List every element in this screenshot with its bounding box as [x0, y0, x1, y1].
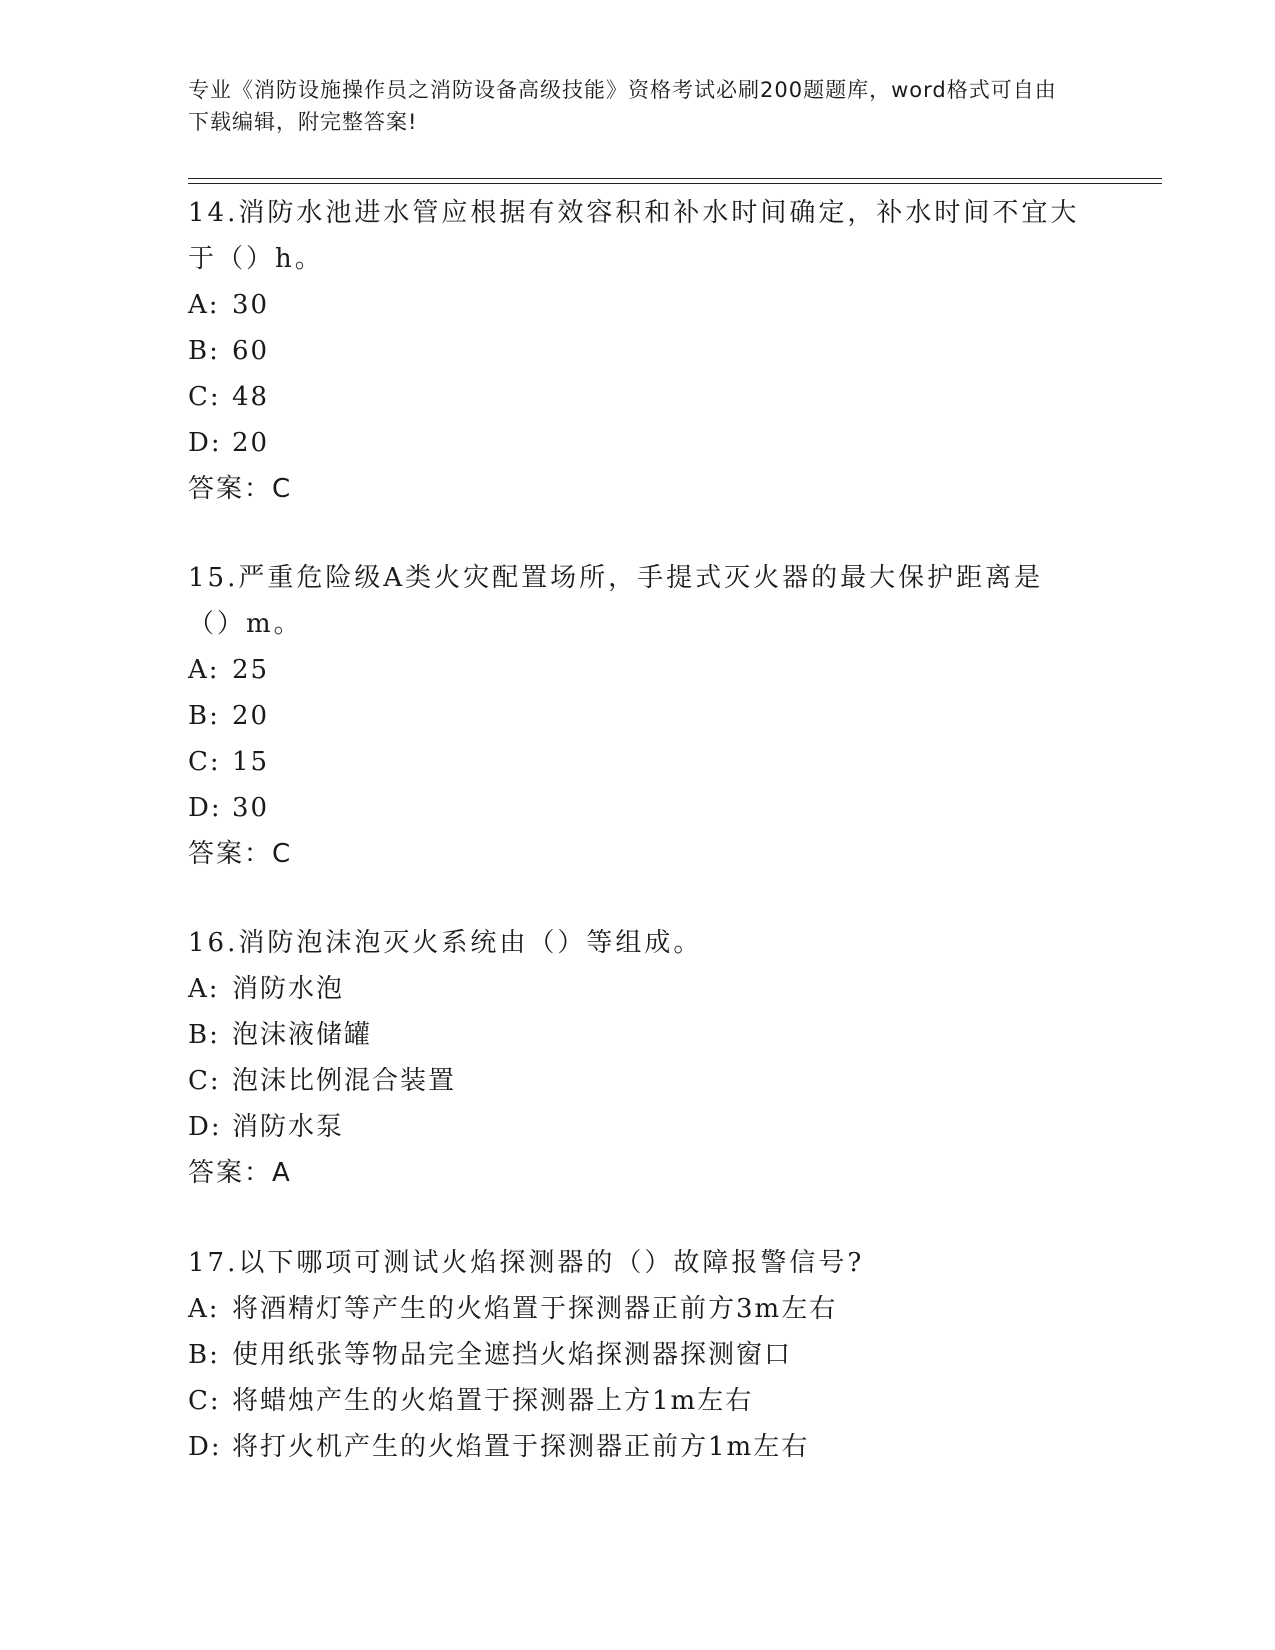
answer-line: 答案：A	[188, 1158, 292, 1188]
option-a	[188, 647, 1088, 693]
option-letter: B:	[188, 1020, 220, 1050]
option-letter: B:	[188, 701, 220, 731]
option-letter: D:	[188, 793, 222, 823]
option-text: 48	[232, 382, 270, 412]
question-stem: 14.消防水池进水管应根据有效容积和补水时间确定，补水时间不宜大于（）h。	[188, 198, 1080, 274]
option-letter: A:	[188, 974, 220, 1004]
option-c	[188, 374, 1088, 420]
question-stem: 15.严重危险级A类火灾配置场所，手提式灭火器的最大保护距离是（）m。	[188, 563, 1044, 639]
option-text: 15	[232, 747, 270, 777]
question-stem: 16.消防泡沫泡灭火系统由（）等组成。	[188, 928, 703, 958]
option-letter: C:	[188, 382, 221, 412]
option-text: 30	[232, 290, 270, 320]
option-text: 60	[232, 336, 270, 366]
option-a	[188, 282, 1088, 328]
document-header: 专业《消防设施操作员之消防设备高级技能》资格考试必刷200题题库，word格式可自由下载编辑，附完整答案!	[188, 78, 1057, 134]
header-divider-top	[188, 178, 1162, 179]
option-d	[188, 1424, 1088, 1470]
option-letter: A:	[188, 1294, 220, 1324]
option-letter: B:	[188, 1340, 220, 1370]
option-text: 消防水泡	[232, 974, 345, 1004]
option-c	[188, 1058, 1088, 1104]
option-c	[188, 1378, 1088, 1424]
option-text: 将打火机产生的火焰置于探测器正前方1m左右	[232, 1432, 810, 1462]
option-letter: D:	[188, 1112, 222, 1142]
option-letter: A:	[188, 290, 220, 320]
option-a	[188, 966, 1088, 1012]
option-text: 将酒精灯等产生的火焰置于探测器正前方3m左右	[232, 1294, 838, 1324]
option-text: 将蜡烛产生的火焰置于探测器上方1m左右	[232, 1386, 754, 1416]
answer-line: 答案：C	[188, 839, 293, 869]
option-letter: C:	[188, 747, 221, 777]
option-text: 使用纸张等物品完全遮挡火焰探测器探测窗口	[232, 1340, 793, 1370]
option-letter: D:	[188, 428, 222, 458]
option-d	[188, 1104, 1088, 1150]
option-text: 20	[232, 428, 270, 458]
option-c	[188, 739, 1088, 785]
option-letter: C:	[188, 1386, 221, 1416]
option-d	[188, 785, 1088, 831]
option-text: 消防水泵	[232, 1112, 345, 1142]
answer-line: 答案：C	[188, 474, 293, 504]
option-text: 25	[232, 655, 270, 685]
option-letter: D:	[188, 1432, 222, 1462]
option-b	[188, 693, 1088, 739]
option-text: 泡沫比例混合装置	[232, 1066, 457, 1096]
option-text: 30	[232, 793, 270, 823]
option-letter: A:	[188, 655, 220, 685]
question-16	[188, 920, 1088, 1196]
option-letter: C:	[188, 1066, 221, 1096]
option-a	[188, 1286, 1088, 1332]
question-14	[188, 190, 1088, 512]
option-text: 泡沫液储罐	[232, 1020, 373, 1050]
question-stem: 17.以下哪项可测试火焰探测器的（）故障报警信号?	[188, 1248, 865, 1278]
header-divider-bottom	[188, 183, 1162, 184]
option-letter: B:	[188, 336, 220, 366]
option-d	[188, 420, 1088, 466]
option-b	[188, 328, 1088, 374]
option-text: 20	[232, 701, 270, 731]
question-17	[188, 1240, 1088, 1470]
question-15	[188, 555, 1088, 877]
option-b	[188, 1012, 1088, 1058]
option-b	[188, 1332, 1088, 1378]
